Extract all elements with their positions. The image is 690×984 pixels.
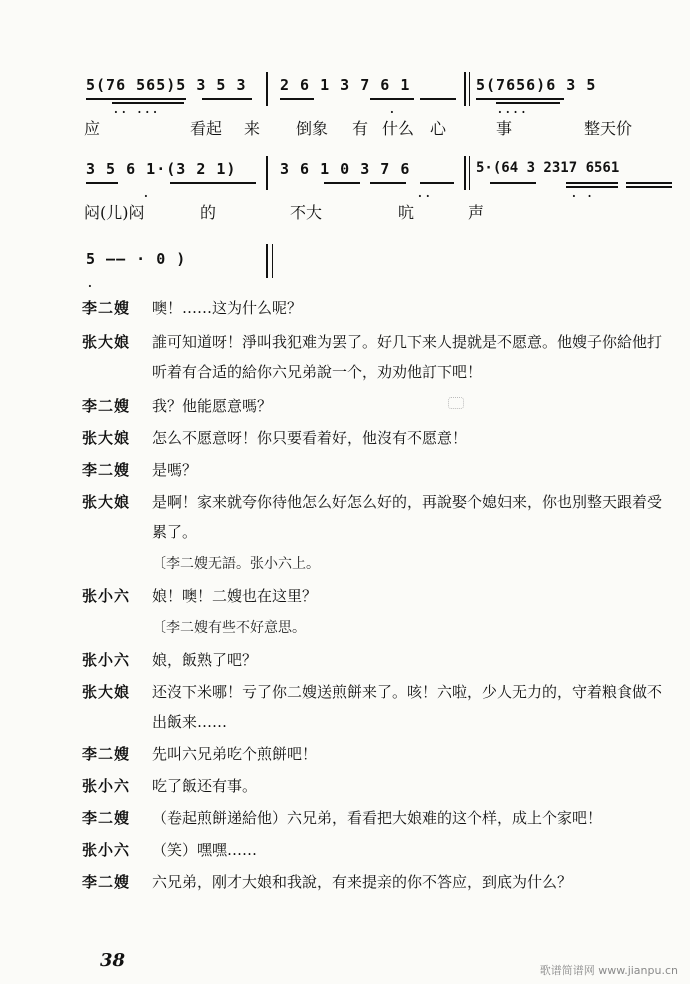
speaker: 张小六: [82, 651, 131, 669]
speaker: 张小六: [82, 587, 131, 605]
speaker: 李二嫂: [82, 873, 131, 891]
speech: 是啊！家来就夸你待他怎么好怎么好的，再說娶个媳妇来，你也別整天跟着受累了。: [152, 493, 663, 541]
lyric: 事: [496, 119, 513, 138]
speaker: 张小六: [82, 841, 131, 859]
speech: （卷起煎餅递給他）六兄弟，看看把大娘难的这个样，成上个家吧！: [152, 809, 603, 827]
measure-notes: 5(7656)6 3 5: [476, 76, 597, 94]
dialogue-line: [82, 645, 662, 675]
measure-1-3: 5(7656)6 3 5 ····: [476, 76, 597, 119]
speaker: 李二嫂: [82, 809, 131, 827]
speaker: 张小六: [82, 777, 131, 795]
dialogue-line: [82, 803, 662, 833]
lyric: 应: [84, 119, 101, 138]
score-line-2: [84, 152, 674, 232]
speaker: 李二嫂: [82, 745, 131, 763]
dialogue-line: [82, 867, 662, 897]
dialogue: [82, 293, 662, 897]
speech: 噢！……这为什么呢？: [152, 299, 303, 317]
lyric: 看起: [190, 119, 223, 138]
measure-notes: 5·(64 3 2317 6561: [476, 160, 620, 176]
dialogue-line: [82, 739, 662, 769]
dialogue-line: [82, 677, 662, 737]
speech: 怎么不愿意呀！你只要看着好，他沒有不愿意！: [152, 429, 468, 447]
lyric: 倒象: [296, 119, 329, 138]
score-line-1: [84, 68, 674, 148]
lyric: 闷(儿)闷: [84, 203, 145, 222]
dialogue-line: [82, 293, 662, 325]
measure-2-2: 3 6 1 0 3 7 6 ··: [280, 152, 456, 196]
speech: 我？他能愿意嗎？: [152, 397, 273, 415]
dialogue-line: [82, 391, 662, 421]
speech: 誰可知道呀！淨叫我犯难为罢了。好几下来人提就是不愿意。他嫂子你給他打听着有合适的給你六兄弟說一个，劝劝他訂下吧！: [152, 333, 663, 381]
lyric: 吭: [398, 203, 415, 222]
speech: 娘，飯熟了吧？: [152, 651, 258, 669]
speech: （笑）嘿嘿……: [152, 841, 258, 859]
speech: 娘！噢！二嫂也在这里？: [152, 587, 318, 605]
measure-2-1: 3 5 6 1·(3 2 1) ·: [86, 152, 258, 196]
speech: 是嗎？: [152, 461, 198, 479]
stage-text: 〔李二嫂无語。张小六上。: [152, 556, 320, 572]
dialogue-line: [82, 771, 662, 801]
speaker: 李二嫂: [82, 461, 131, 479]
speech: 六兄弟，刚才大娘和我說，有来提亲的你不答应，到底为什么？: [152, 873, 573, 891]
dialogue-line: [82, 455, 662, 485]
measure-notes: 3 6 1 0 3 7 6: [280, 160, 411, 178]
lyric: 什么: [382, 119, 415, 138]
speech: 先叫六兄弟吃个煎餅吧！: [152, 745, 318, 763]
speaker: 李二嫂: [82, 397, 131, 415]
stage-direction: [82, 613, 662, 643]
measure-notes: 5(76 565)5 3 5 3: [86, 76, 247, 94]
speaker: 张大娘: [82, 683, 131, 701]
measure-2-3: 5·(64 3 2317 6561 · ·: [476, 152, 676, 196]
music-notation: [84, 68, 674, 298]
score-line-3: [84, 236, 674, 298]
measure-1-2: 2 6 1 3 7 6 1 ·: [280, 68, 458, 112]
lyric: 声: [468, 203, 485, 222]
speaker: 李二嫂: [82, 299, 131, 317]
lyrics-line-1: [84, 116, 674, 140]
lyric: 来: [244, 119, 261, 138]
measure-notes: 3 5 6 1·(3 2 1): [86, 160, 237, 178]
speech: 还沒下米哪！亏了你二嫂送煎餅来了。咳！六啦，少人无力的，守着粮食做不出飯来……: [152, 683, 663, 731]
lyric: 整天价: [584, 119, 633, 138]
page-number: 38: [100, 950, 126, 971]
measure-1-1: 5(76 565)5 3 5 3 ·· ···: [86, 68, 256, 112]
stage-text: 〔李二嫂有些不好意思。: [152, 620, 306, 636]
measure-notes: 2 6 1 3 7 6 1: [280, 76, 411, 94]
stage-direction: [82, 549, 662, 579]
measure-3-1: 5 —— · 0 ) ·: [86, 250, 187, 293]
lyric: 心: [430, 119, 447, 138]
dialogue-line: [82, 423, 662, 453]
lyric: 的: [200, 203, 217, 222]
dialogue-line: [82, 487, 662, 547]
lyrics-line-2: [84, 200, 674, 224]
lyric: 有: [352, 119, 369, 138]
lyric: 不大: [290, 203, 323, 222]
dialogue-line: [82, 327, 662, 387]
site-watermark: 歌谱简谱网 www.jianpu.cn: [539, 964, 678, 977]
speaker: 张大娘: [82, 429, 131, 447]
measure-notes: 5 —— · 0 ): [86, 250, 187, 268]
dialogue-line: [82, 581, 662, 611]
dialogue-line: [82, 835, 662, 865]
speaker: 张大娘: [82, 493, 131, 511]
speech: 吃了飯还有事。: [152, 777, 258, 795]
speaker: 张大娘: [82, 333, 131, 351]
